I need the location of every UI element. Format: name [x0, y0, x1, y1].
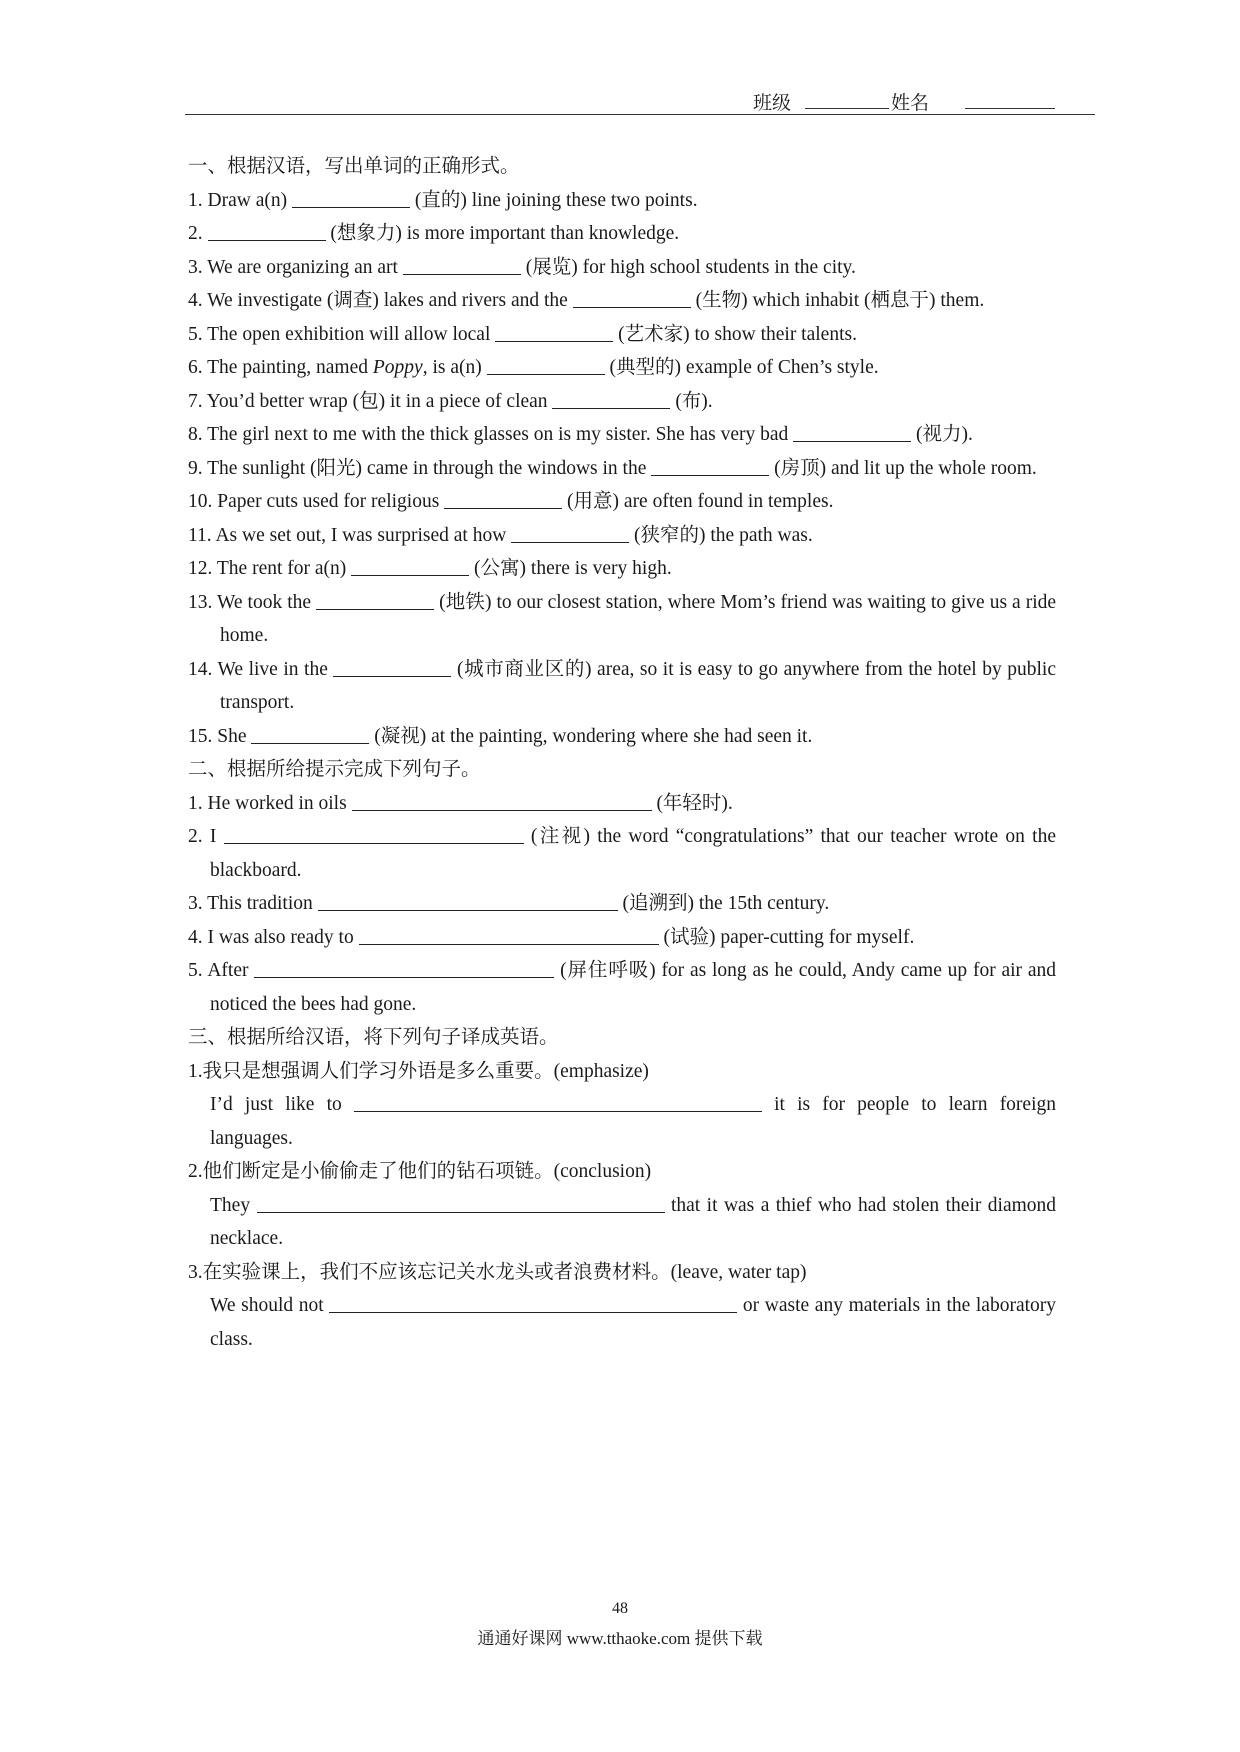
s1-question-11: 11. As we set out, I was surprised at how (狭窄的) the path was. [188, 519, 1056, 553]
answer-blank[interactable] [573, 287, 691, 308]
answer-blank[interactable] [257, 1192, 665, 1213]
answer-blank[interactable] [254, 957, 554, 978]
section-2-title: 二、根据所给提示完成下列句子。 [188, 759, 481, 780]
s1-question-10: 10. Paper cuts used for religious (用意) are often found in temples. [188, 485, 1056, 519]
answer-blank[interactable] [359, 924, 659, 945]
answer-blank[interactable] [511, 522, 629, 543]
s2-question-5: 5. After (屏住呼吸) for as long as he could, Andy came up for air and noticed the bees had gone. [188, 954, 1056, 1021]
answer-blank[interactable] [208, 220, 326, 241]
worksheet-body [188, 150, 1056, 1356]
answer-blank[interactable] [793, 421, 911, 442]
class-blank[interactable] [805, 107, 889, 109]
s3-answer-2: They that it was a thief who had stolen their diamond necklace. [188, 1189, 1056, 1256]
answer-blank[interactable] [651, 455, 769, 476]
s2-question-1: 1. He worked in oils (年轻时). [188, 787, 1056, 821]
s1-question-9: 9. The sunlight (阳光) came in through the windows in the (房顶) and lit up the whole room. [188, 452, 1056, 486]
page-number: 48 [612, 1600, 628, 1617]
header-line [185, 86, 1095, 115]
answer-blank[interactable] [403, 254, 521, 275]
s2-question-3: 3. This tradition (追溯到) the 15th century. [188, 887, 1056, 921]
name-label: 姓名 [891, 93, 930, 114]
s1-question-1: 1. Draw a(n) (直的) line joining these two points. [188, 184, 1056, 218]
s2-question-2: 2. I (注视) the word “congratulations” that our teacher wrote on the blackboard. [188, 820, 1056, 887]
s1-question-6: 6. The painting, named Poppy, is a(n) (典型的) example of Chen’s style. [188, 351, 1056, 385]
s1-question-14: 14. We live in the (城市商业区的) area, so it is easy to go anywhere from the hotel by public transport. [188, 653, 1056, 720]
answer-blank[interactable] [329, 1292, 737, 1313]
answer-blank[interactable] [318, 890, 618, 911]
answer-blank[interactable] [351, 555, 469, 576]
s3-answer-3: We should not or waste any materials in the laboratory class. [188, 1289, 1056, 1356]
s3-answer-1: I’d just like to it is for people to learn foreign languages. [188, 1088, 1056, 1155]
class-label: 班级 [753, 93, 792, 114]
answer-blank[interactable] [333, 656, 451, 677]
s2-question-4: 4. I was also ready to (试验) paper-cutting for myself. [188, 921, 1056, 955]
answer-blank[interactable] [251, 723, 369, 744]
section-1-title: 一、根据汉语，写出单词的正确形式。 [188, 156, 520, 177]
s1-question-3: 3. We are organizing an art (展览) for high school students in the city. [188, 251, 1056, 285]
s1-question-4: 4. We investigate (调查) lakes and rivers and the (生物) which inhabit (栖息于) them. [188, 284, 1056, 318]
s3-prompt-2: 2.他们断定是小偷偷走了他们的钻石项链。(conclusion) [188, 1161, 652, 1182]
s1-question-5: 5. The open exhibition will allow local (艺术家) to show their talents. [188, 318, 1056, 352]
source-footer: 通通好课网 www.tthaoke.com 提供下载 [477, 1629, 763, 1648]
s1-question-12: 12. The rent for a(n) (公寓) there is very high. [188, 552, 1056, 586]
answer-blank[interactable] [495, 321, 613, 342]
s3-prompt-1: 1.我只是想强调人们学习外语是多么重要。(emphasize) [188, 1060, 649, 1082]
answer-blank[interactable] [316, 589, 434, 610]
answer-blank[interactable] [224, 823, 524, 844]
s1-question-15: 15. She (凝视) at the painting, wondering where she had seen it. [188, 720, 1056, 754]
s1-question-8: 8. The girl next to me with the thick glasses on is my sister. She has very bad (视力). [188, 418, 1056, 452]
name-blank[interactable] [965, 107, 1055, 109]
answer-blank[interactable] [352, 790, 652, 811]
answer-blank[interactable] [487, 354, 605, 375]
section-3-title: 三、根据所给汉语，将下列句子译成英语。 [188, 1027, 559, 1048]
answer-blank[interactable] [292, 187, 410, 208]
s1-question-7: 7. You’d better wrap (包) it in a piece of clean (布). [188, 385, 1056, 419]
s3-prompt-3: 3.在实验课上，我们不应该忘记关水龙头或者浪费材料。(leave, water tap) [188, 1261, 807, 1283]
answer-blank[interactable] [354, 1091, 762, 1112]
answer-blank[interactable] [552, 388, 670, 409]
s1-question-13: 13. We took the (地铁) to our closest station, where Mom’s friend was waiting to give us a ride home. [188, 586, 1056, 653]
answer-blank[interactable] [444, 488, 562, 509]
s1-question-2: 2. (想象力) is more important than knowledge. [188, 217, 1056, 251]
